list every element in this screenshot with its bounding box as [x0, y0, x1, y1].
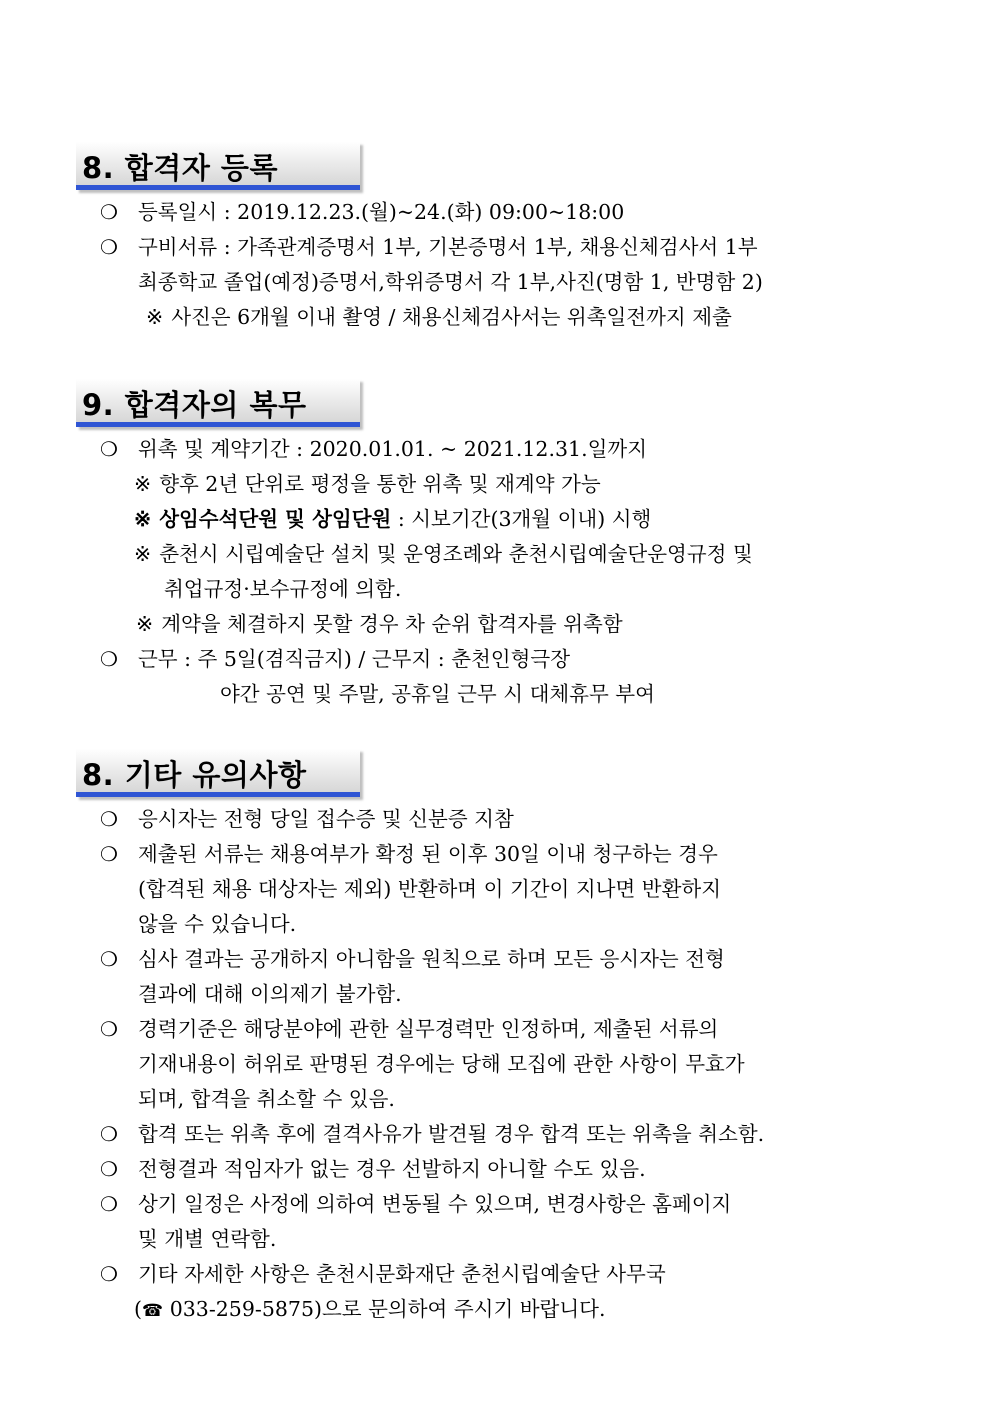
item-text: 상기 일정은 사정에 의하여 변동될 수 있으며, 변경사항은 홈페이지 [138, 1192, 732, 1216]
section-title: 9. 합격자의 복무 [82, 388, 307, 422]
item-text: 기재내용이 허위로 판명된 경우에는 당해 모집에 관한 사항이 무효가 [138, 1052, 745, 1076]
note-item [0, 467, 992, 502]
list-item-continuation [0, 1047, 992, 1082]
list-item-continuation [0, 1082, 992, 1117]
circle-bullet-icon: ❍ [100, 1017, 118, 1041]
item-text: 전형결과 적임자가 없는 경우 선발하지 아니할 수도 있음. [138, 1157, 646, 1181]
item-text: 및 개별 연락함. [138, 1227, 277, 1251]
section-duties [0, 379, 992, 712]
note-mark-icon: ※ [134, 542, 152, 566]
item-text: 기타 자세한 사항은 춘천시문화재단 춘천시립예술단 사무국 [138, 1262, 666, 1286]
item-text: 제출된 서류는 채용여부가 확정 된 이후 30일 이내 청구하는 경우 [138, 842, 718, 866]
note-continuation [0, 572, 992, 607]
item-text: 구비서류 : 가족관계증명서 1부, 기본증명서 1부, 채용신체검사서 1부 [138, 235, 758, 259]
item-text: 등록일시 : 2019.12.23.(월)~24.(화) 09:00~18:00 [138, 200, 625, 224]
section-title: 8. 합격자 등록 [82, 151, 278, 185]
item-text: 않을 수 있습니다. [138, 912, 297, 936]
note-item [0, 300, 992, 335]
list-item [0, 1187, 992, 1222]
item-text: 최종학교 졸업(예정)증명서,학위증명서 각 1부,사진(명함 1, 반명함 2) [138, 270, 763, 294]
item-text: 심사 결과는 공개하지 아니함을 원칙으로 하며 모든 응시자는 전형 [138, 947, 725, 971]
circle-bullet-icon: ❍ [100, 437, 118, 461]
circle-bullet-icon: ❍ [100, 1262, 118, 1286]
item-text: 위촉 및 계약기간 : 2020.01.01. ~ 2021.12.31.일까지 [138, 437, 647, 461]
note-mark-icon: ※ [136, 612, 154, 636]
note-mark-icon: ※ [146, 305, 164, 329]
section-registration [0, 142, 992, 335]
item-text: 되며, 합격을 취소할 수 있음. [138, 1087, 395, 1111]
note-text: 계약을 체결하지 못할 경우 차 순위 합격자를 위촉함 [161, 612, 623, 636]
note-mark-icon: ※ [134, 507, 152, 531]
note-text: 향후 2년 단위로 평정을 통한 위촉 및 재계약 가능 [159, 472, 601, 496]
item-text: 033-259-5875)으로 문의하여 주시기 바랍니다. [163, 1297, 606, 1321]
list-item [0, 230, 992, 265]
circle-bullet-icon: ❍ [100, 1122, 118, 1146]
note-text: : 시보기간(3개월 이내) 시행 [391, 507, 652, 531]
section-title: 8. 기타 유의사항 [82, 758, 307, 792]
circle-bullet-icon: ❍ [100, 807, 118, 831]
circle-bullet-icon: ❍ [100, 200, 118, 224]
list-item-continuation [0, 977, 992, 1012]
note-item [0, 607, 992, 642]
note-text: 사진은 6개월 이내 촬영 / 채용신체검사서는 위촉일전까지 제출 [171, 305, 732, 329]
note-item [0, 502, 992, 537]
list-item-continuation [0, 1292, 992, 1327]
note-item [0, 537, 992, 572]
list-item-continuation [0, 265, 992, 300]
item-text: 응시자는 전형 당일 접수증 및 신분증 지참 [138, 807, 514, 831]
list-item [0, 837, 992, 872]
item-text: 야간 공연 및 주말, 공휴일 근무 시 대체휴무 부여 [220, 682, 655, 706]
list-item-continuation [0, 1222, 992, 1257]
section-heading [76, 379, 360, 427]
note-text: 춘천시 시립예술단 설치 및 운영조례와 춘천시립예술단운영규정 및 [159, 542, 753, 566]
note-mark-icon: ※ [134, 472, 152, 496]
list-item-continuation [0, 872, 992, 907]
item-text: 합격 또는 위촉 후에 결격사유가 발견될 경우 합격 또는 위촉을 취소함. [138, 1122, 765, 1146]
circle-bullet-icon: ❍ [100, 647, 118, 671]
list-item [0, 1012, 992, 1047]
item-text: (합격된 채용 대상자는 제외) 반환하며 이 기간이 지나면 반환하지 [138, 877, 722, 901]
telephone-icon: ☎ [142, 1301, 164, 1321]
list-item [0, 942, 992, 977]
list-item [0, 1152, 992, 1187]
list-item [0, 642, 992, 677]
circle-bullet-icon: ❍ [100, 947, 118, 971]
list-item [0, 1257, 992, 1292]
item-text: 결과에 대해 이의제기 불가함. [138, 982, 402, 1006]
list-item [0, 1117, 992, 1152]
section-heading [76, 749, 360, 797]
list-item-continuation [0, 677, 992, 712]
list-item [0, 195, 992, 230]
list-item-continuation [0, 907, 992, 942]
circle-bullet-icon: ❍ [100, 235, 118, 259]
item-text: 근무 : 주 5일(겸직금지) / 근무지 : 춘천인형극장 [138, 647, 571, 671]
paren-open: ( [134, 1297, 142, 1321]
list-item [0, 802, 992, 837]
circle-bullet-icon: ❍ [100, 1157, 118, 1181]
note-text: 취업규정·보수규정에 의함. [164, 577, 402, 601]
note-emphasis: 상임수석단원 및 상임단원 [159, 507, 392, 531]
list-item [0, 432, 992, 467]
circle-bullet-icon: ❍ [100, 842, 118, 866]
item-text: 경력기준은 해당분야에 관한 실무경력만 인정하며, 제출된 서류의 [138, 1017, 719, 1041]
circle-bullet-icon: ❍ [100, 1192, 118, 1216]
section-heading [76, 142, 360, 190]
section-notices [0, 749, 992, 1327]
